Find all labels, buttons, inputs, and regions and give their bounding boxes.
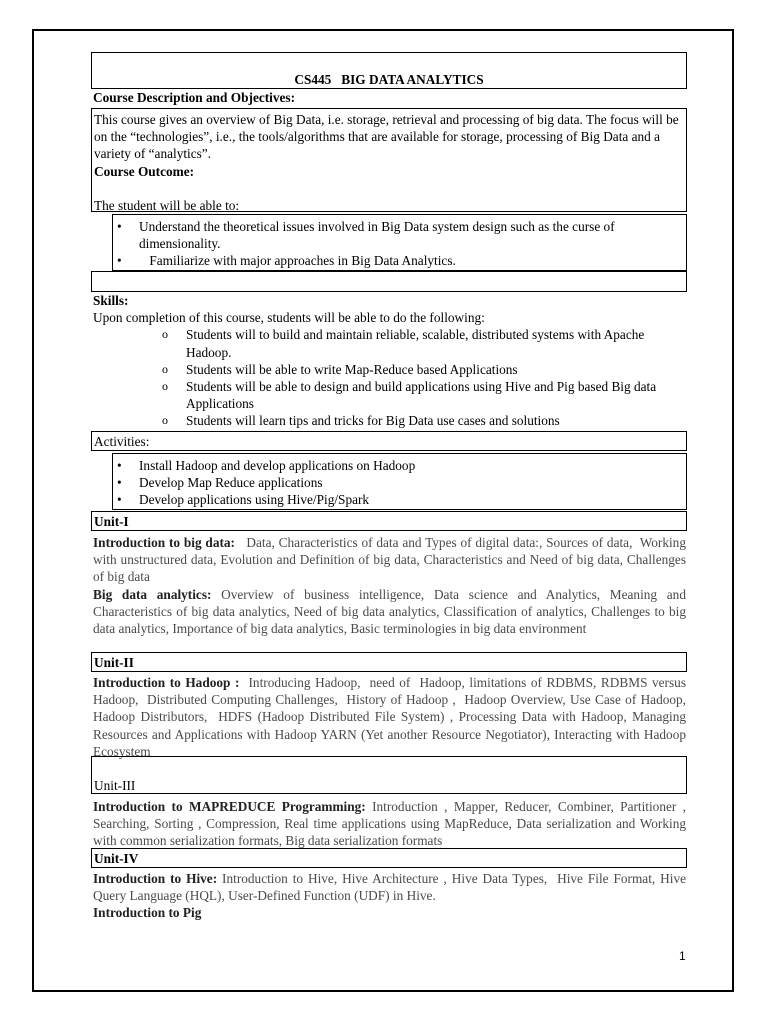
unit1-topic-2: Big data analytics: xyxy=(93,586,212,602)
course-outcome-intro: The student will be able to: xyxy=(94,197,240,213)
skills-heading: Skills: xyxy=(93,293,129,308)
unit2-topic-1-text: Introducing Hadoop, need of Hadoop, limitations of RDBMS, RDBMS versus Hadoop, Distributed Computing Challenges, History of Hadoop , Hadoop Overview, Use Case of Hadoop, Hadoop Distributors, HDFS (Hadoop Distributed File System) , Processing Data with Hadoop, Managing Resources and Applications with Hadoop YARN (Yet another Resource Negotiator), Interacting with Hadoop Ecosystem xyxy=(93,675,690,759)
list-item: o Students will to build and maintain reliable, scalable, distributed systems with Apache Hadoop. xyxy=(186,326,679,360)
activities-heading: Activities: xyxy=(94,434,150,449)
unit1-topic-1: Introduction to big data: xyxy=(93,535,235,550)
list-item: • Understand the theoretical issues involved in Big Data system design such as the curse of dimensionality. xyxy=(139,218,686,252)
unit4-heading: Unit-IV xyxy=(94,851,139,866)
list-item: • Familiarize with major approaches in Big Data Analytics. xyxy=(139,252,686,269)
skills-section xyxy=(93,292,687,430)
course-outcome-list xyxy=(113,218,686,270)
unit4-paragraph-1 xyxy=(93,870,690,904)
unit3-heading-box xyxy=(91,756,687,794)
list-item: • Develop applications using Hive/Pig/Spark xyxy=(139,491,686,508)
skills-intro: Upon completion of this course, students will be able to do the following: xyxy=(93,310,485,326)
unit3-topic-1-text: Introduction , Mapper, Reducer, Combiner, Partitioner , Searching, Sorting , Compression, Real time applications using MapReduce, Data serialization and Working with common serialization formats, Big data serialization formats xyxy=(93,799,693,849)
unit2-heading: Unit-II xyxy=(94,655,134,670)
unit1-content xyxy=(93,534,690,637)
course-outcome-list-box xyxy=(112,214,687,271)
list-item: o Students will be able to design and build applications using Hive and Pig based Big data Applications xyxy=(186,378,679,412)
empty-spacer-box xyxy=(91,271,687,292)
unit2-topic-1: Introduction to Hadoop : xyxy=(93,675,240,690)
unit1-paragraph-2 xyxy=(93,586,686,638)
activities-list xyxy=(113,457,686,509)
unit2-heading-box xyxy=(91,652,687,672)
unit1-heading-box xyxy=(91,511,687,531)
skills-list xyxy=(93,326,687,429)
unit4-heading-box xyxy=(91,848,687,868)
course-description-text: This course gives an overview of Big Data, i.e. storage, retrieval and processing of big data. The focus will be on the “technologies”, i.e., the tools/algorithms that are available for storage, processing of Big Data and a variety of “analytics”. xyxy=(94,112,679,162)
unit3-paragraph-1 xyxy=(93,798,693,850)
list-item: o Students will be able to write Map-Reduce based Applications xyxy=(186,361,679,378)
unit4-topic-2: Introduction to Pig xyxy=(93,905,202,921)
unit4-content xyxy=(93,870,690,922)
list-item: • Install Hadoop and develop applications on Hadoop xyxy=(139,457,686,474)
unit4-topic-1-text: Introduction to Hive, Hive Architecture , Hive Data Types, Hive File Format, Hive Query Language (HQL), User-Defined Function (UDF) in Hive. xyxy=(93,871,690,904)
course-description-heading: Course Description and Objectives: xyxy=(93,90,296,105)
unit1-topic-1-text: Data, Characteristics of data and Types of digital data:, Sources of data, Working with unstructured data, Evolution and Definition of big data, Characteristics and Need of big data, Challenges of big data xyxy=(93,535,690,585)
page-number: 1 xyxy=(679,949,686,963)
unit2-content xyxy=(93,674,690,760)
list-item: o Students will learn tips and tricks for Big Data use cases and solutions xyxy=(186,412,679,429)
unit4-topic-1: Introduction to Hive: xyxy=(93,871,218,886)
course-description-box xyxy=(91,108,687,212)
course-title: CS445 BIG DATA ANALYTICS xyxy=(294,72,484,87)
unit3-heading: Unit-III xyxy=(94,778,136,793)
course-outcome-heading: Course Outcome: xyxy=(94,163,195,179)
activities-heading-box xyxy=(91,431,687,451)
unit1-topic-2-text: Overview of business intelligence, Data science and Analytics, Meaning and Characteristics of big data analytics, Need of big data analytics, Classification of analytics, Challenges to big data analytics, Importance of big data analytics, Basic terminologies in big data environment xyxy=(93,586,686,637)
unit1-heading: Unit-I xyxy=(94,514,129,529)
activities-list-box xyxy=(112,453,687,510)
unit1-paragraph-1 xyxy=(93,534,690,586)
title-box xyxy=(91,52,687,89)
unit2-paragraph-1 xyxy=(93,674,690,760)
unit3-topic-1: Introduction to MAPREDUCE Programming: xyxy=(93,799,366,814)
list-item: • Develop Map Reduce applications xyxy=(139,474,686,491)
unit3-content xyxy=(93,798,693,850)
